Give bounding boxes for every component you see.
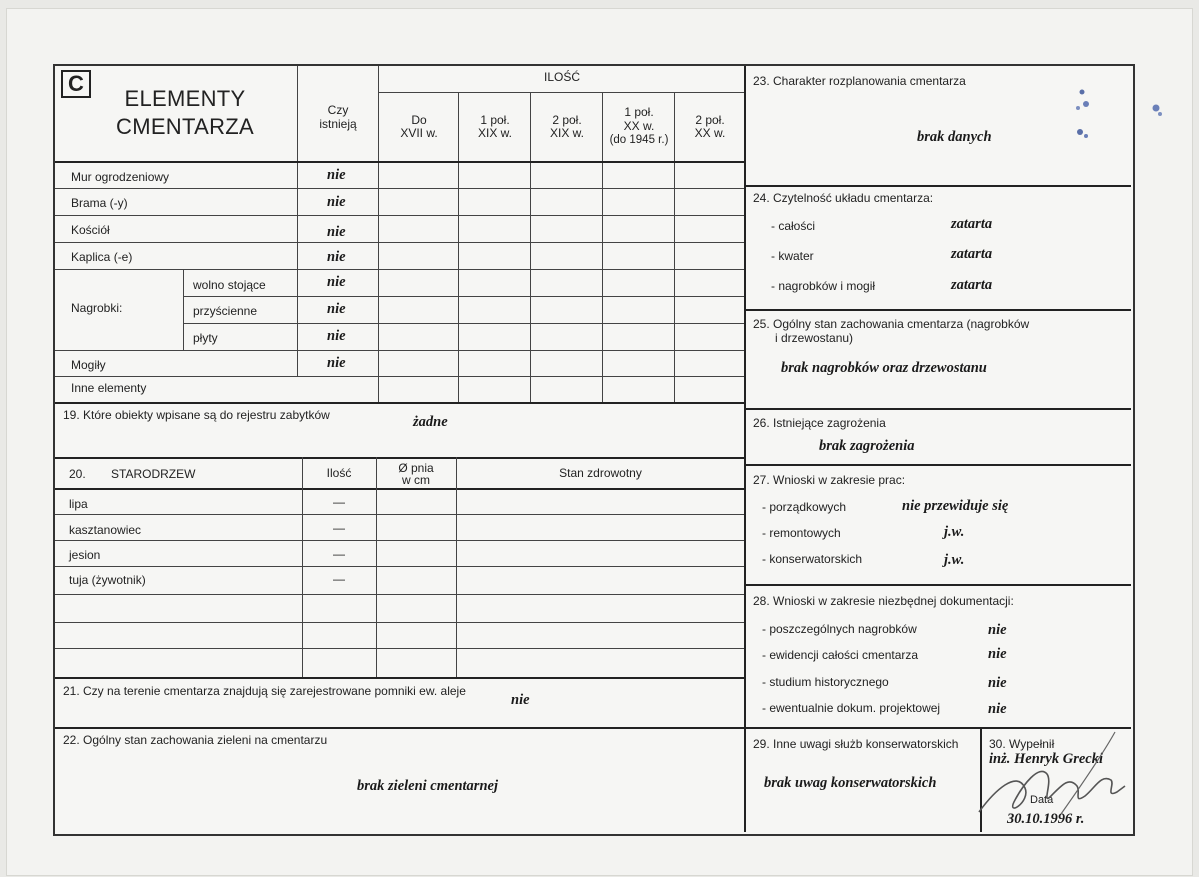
q25-label-line1: 25. Ogólny stan zachowania cmentarza (nagrobków — [753, 317, 1030, 331]
q26-label: 26. Istniejące zagrożenia — [753, 416, 886, 430]
q28-item-2-label: - ewidencji całości cmentarza — [762, 648, 919, 662]
q30-date: 30.10.1996 r. — [1007, 811, 1085, 827]
q30-name: inż. Henryk Grecki — [989, 751, 1103, 767]
graves-group-label: Nagrobki: — [71, 301, 123, 315]
period-header-5-line2: XX w. — [694, 126, 726, 140]
tree-row-2-name: kasztanowiec — [69, 523, 142, 537]
element-value-church: nie — [327, 224, 346, 240]
period-header-2-line1: 1 poł. — [480, 113, 510, 127]
q22-label: 22. Ogólny stan zachowania zieleni na cmentarzu — [63, 733, 328, 747]
period-header-1-line1: Do — [411, 113, 427, 127]
q30-date-label: Data — [1030, 794, 1054, 806]
period-header-5-line1: 2 poł. — [695, 113, 725, 127]
element-label-wall-mounted: przyścienne — [193, 304, 258, 318]
q19-label: 19. Które obiekty wpisane są do rejestru zabytków — [63, 408, 330, 422]
element-value-wall-mounted: nie — [327, 301, 346, 317]
q27-item-1-answer: nie przewiduje się — [902, 498, 1009, 514]
q20-title: STARODRZEW — [111, 467, 196, 481]
period-header-3-line2: XIX w. — [549, 126, 584, 140]
q24-item-1-label: - całości — [771, 219, 816, 233]
tree-row-4-name: tuja (żywotnik) — [69, 573, 146, 587]
q26-answer: brak zagrożenia — [819, 438, 915, 454]
exists-col-header-line2: istnieją — [319, 117, 357, 131]
q30-label: 30. Wypełnił — [989, 737, 1055, 751]
q22-answer: brak zieleni cmentarnej — [357, 778, 498, 794]
q27-item-2-answer: j.w. — [944, 524, 965, 540]
q27-item-3-answer: j.w. — [944, 552, 965, 568]
element-value-chapel: nie — [327, 249, 346, 265]
q28-item-2-answer: nie — [988, 646, 1007, 662]
period-header-1-line2: XVII w. — [400, 126, 438, 140]
q27-label: 27. Wnioski w zakresie prac: — [753, 473, 906, 487]
q25-answer: brak nagrobków oraz drzewostanu — [781, 360, 987, 376]
signature-scribble — [965, 730, 1135, 825]
tree-row-2-qty: — — [333, 521, 345, 535]
q21-label: 21. Czy na terenie cmentarza znajdują się zarejestrowane pomniki ew. aleje — [63, 684, 466, 698]
q20-col-diam-line1: Ø pnia — [398, 461, 434, 475]
q28-item-1-label: - poszczególnych nagrobków — [762, 622, 917, 636]
ink-specks — [1068, 84, 1168, 144]
exists-col-header-line1: Czy — [327, 103, 349, 117]
period-header-4-line1: 1 poł. — [624, 105, 654, 119]
q28-item-3-label: - studium historycznego — [762, 675, 889, 689]
element-label-church: Kościół — [71, 223, 110, 237]
q27-item-2-label: - remontowych — [762, 526, 841, 540]
q20-col-qty: Ilość — [326, 466, 352, 480]
q23-label: 23. Charakter rozplanowania cmentarza — [753, 74, 966, 88]
element-value-slabs: nie — [327, 328, 346, 344]
tree-row-3-qty: — — [333, 547, 345, 561]
quantity-col-header: ILOŚĆ — [543, 70, 580, 84]
tree-row-1-qty: — — [333, 495, 345, 509]
tree-row-3-name: jesion — [69, 548, 101, 562]
element-label-other: Inne elementy — [71, 381, 147, 395]
q27-item-1-label: - porządkowych — [762, 500, 847, 514]
q24-item-2-label: - kwater — [771, 249, 814, 263]
form-title-line1: ELEMENTY — [124, 86, 246, 111]
q24-item-3-answer: zatarta — [951, 277, 993, 293]
q27-item-3-label: - konserwatorskich — [762, 552, 863, 566]
q23-answer: brak danych — [917, 129, 992, 145]
element-label-graves: Mogiły — [71, 358, 106, 372]
q29-answer: brak uwag konserwatorskich — [764, 775, 937, 791]
q19-answer: żadne — [413, 414, 448, 430]
q28-item-1-answer: nie — [988, 622, 1007, 638]
section-letter: C — [61, 70, 91, 98]
period-header-2-line2: XIX w. — [477, 126, 512, 140]
q28-label: 28. Wnioski w zakresie niezbędnej dokumentacji: — [753, 594, 1014, 608]
q20-number: 20. — [69, 467, 86, 481]
element-label-wall: Mur ogrodzeniowy — [71, 170, 170, 184]
q28-item-4-label: - ewentualnie dokum. projektowej — [762, 701, 941, 715]
cemetery-form — [53, 64, 1135, 836]
q24-item-2-answer: zatarta — [951, 246, 993, 262]
period-header-4-line2: XX w. — [623, 119, 655, 133]
q29-label: 29. Inne uwagi służb konserwatorskich — [753, 737, 959, 751]
element-label-slabs: płyty — [193, 331, 218, 345]
element-label-gate: Brama (-y) — [71, 196, 128, 210]
q21-answer: nie — [511, 692, 530, 708]
q24-label: 24. Czytelność układu cmentarza: — [753, 191, 934, 205]
period-header-3-line1: 2 poł. — [552, 113, 582, 127]
element-value-wall: nie — [327, 167, 346, 183]
q24-item-3-label: - nagrobków i mogił — [771, 279, 876, 293]
tree-row-1-name: lipa — [69, 497, 88, 511]
element-value-freestanding: nie — [327, 274, 346, 290]
period-header-4-line3: (do 1945 r.) — [609, 134, 669, 146]
q24-item-1-answer: zatarta — [951, 216, 993, 232]
q28-item-3-answer: nie — [988, 675, 1007, 691]
element-label-freestanding: wolno stojące — [193, 278, 266, 292]
q25-label-line2: i drzewostanu) — [775, 331, 854, 345]
form-title-line2: CMENTARZA — [116, 114, 254, 139]
element-label-chapel: Kaplica (-e) — [71, 250, 133, 264]
q28-item-4-answer: nie — [988, 701, 1007, 717]
element-value-graves: nie — [327, 355, 346, 371]
element-value-gate: nie — [327, 194, 346, 210]
q20-col-diam-line2: w cm — [402, 473, 430, 487]
tree-row-4-qty: — — [333, 572, 345, 586]
q20-col-health: Stan zdrowotny — [559, 466, 642, 480]
